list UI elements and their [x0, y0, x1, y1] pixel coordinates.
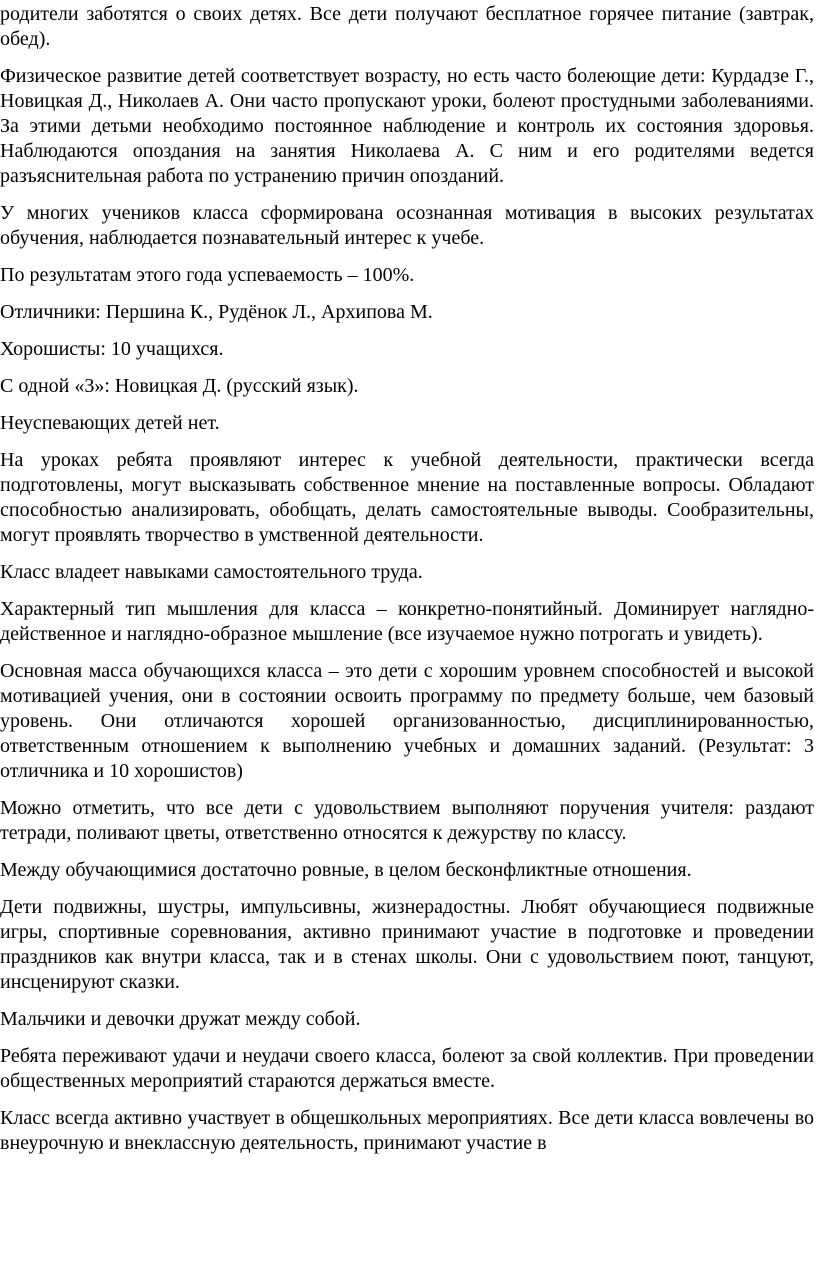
- paragraph-progress: По результатам этого года успеваемость – 100%.: [0, 264, 415, 286]
- paragraph-motivation: У многих учеников класса сформирована осознанная мотивация в высоких результатах обучения, наблюдается познавательный интерес к учебе.: [0, 202, 814, 249]
- paragraph-physical-development: Физическое развитие детей соответствует возрасту, но есть часто болеющие дети: Курдадзе Г., Новицкая Д., Николаев А. Они часто пропускают уроки, болеют простудными заболеваниями. За этими детьми необходимо постоянное наблюдение и контроль их состояния здоровья. Наблюдаются опоздания на занятия Николаева А. С ним и его родителями ведется разъяснительная работа по устранению причин опозданий.: [0, 65, 814, 187]
- paragraph-thinking-type: Характерный тип мышления для класса – конкретно-понятийный. Доминирует наглядно-действенное и наглядно-образное мышление (все изучаемое нужно потрогать и увидеть).: [0, 598, 814, 645]
- paragraph-school-events: Класс всегда активно участвует в общешкольных мероприятиях. Все дети класса вовлечены во внеурочную и внеклассную деятельность, принимают участие в: [0, 1107, 814, 1154]
- paragraph-active-children: Дети подвижны, шустры, импульсивны, жизнерадостны. Любят обучающиеся подвижные игры, спортивные соревнования, активно принимают участие в подготовке и проведении праздников как внутри класса, так и в стенах школы. Они с удовольствием поют, танцуют, инсценируют сказки.: [0, 896, 814, 993]
- paragraph-no-failing: Неуспевающих детей нет.: [0, 412, 220, 434]
- paragraph-independent-work: Класс владеет навыками самостоятельного труда.: [0, 561, 423, 583]
- paragraph-teacher-tasks: Можно отметить, что все дети с удовольствием выполняют поручения учителя: раздают тетради, поливают цветы, ответственно относятся к дежурству по классу.: [0, 797, 814, 844]
- paragraph-class-spirit: Ребята переживают удачи и неудачи своего класса, болеют за свой коллектив. При проведении общественных мероприятий стараются держаться вместе.: [0, 1045, 814, 1092]
- paragraph-excellent-students: Отличники: Першина К., Рудёнок Л., Архипова М.: [0, 301, 433, 323]
- paragraph-main-mass: Основная масса обучающихся класса – это дети с хорошим уровнем способностей и высокой мотивацией учения, они в состоянии освоить программу по предмету больше, чем базовый уровень. Они отличаются хорошей организованностью, дисциплинированностью, ответственным отношением к выполнению учебных и домашних заданий. (Результат: 3 отличника и 10 хорошистов): [0, 660, 814, 782]
- paragraph-nutrition: родители заботятся о своих детях. Все дети получают бесплатное горячее питание (завтрак, обед).: [0, 3, 814, 50]
- paragraph-boys-girls: Мальчики и девочки дружат между собой.: [0, 1008, 361, 1030]
- paragraph-relations: Между обучающимися достаточно ровные, в целом бесконфликтные отношения.: [0, 859, 692, 881]
- paragraph-good-students: Хорошисты: 10 учащихся.: [0, 338, 224, 360]
- paragraph-lessons-interest: На уроках ребята проявляют интерес к учебной деятельности, практически всегда подготовлены, могут высказывать собственное мнение на поставленные вопросы. Обладают способностью анализировать, обобщать, делать самостоятельные выводы. Сообразительны, могут проявлять творчество в умственной деятельности.: [0, 449, 814, 546]
- paragraph-one-three: С одной «3»: Новицкая Д. (русский язык).: [0, 375, 359, 397]
